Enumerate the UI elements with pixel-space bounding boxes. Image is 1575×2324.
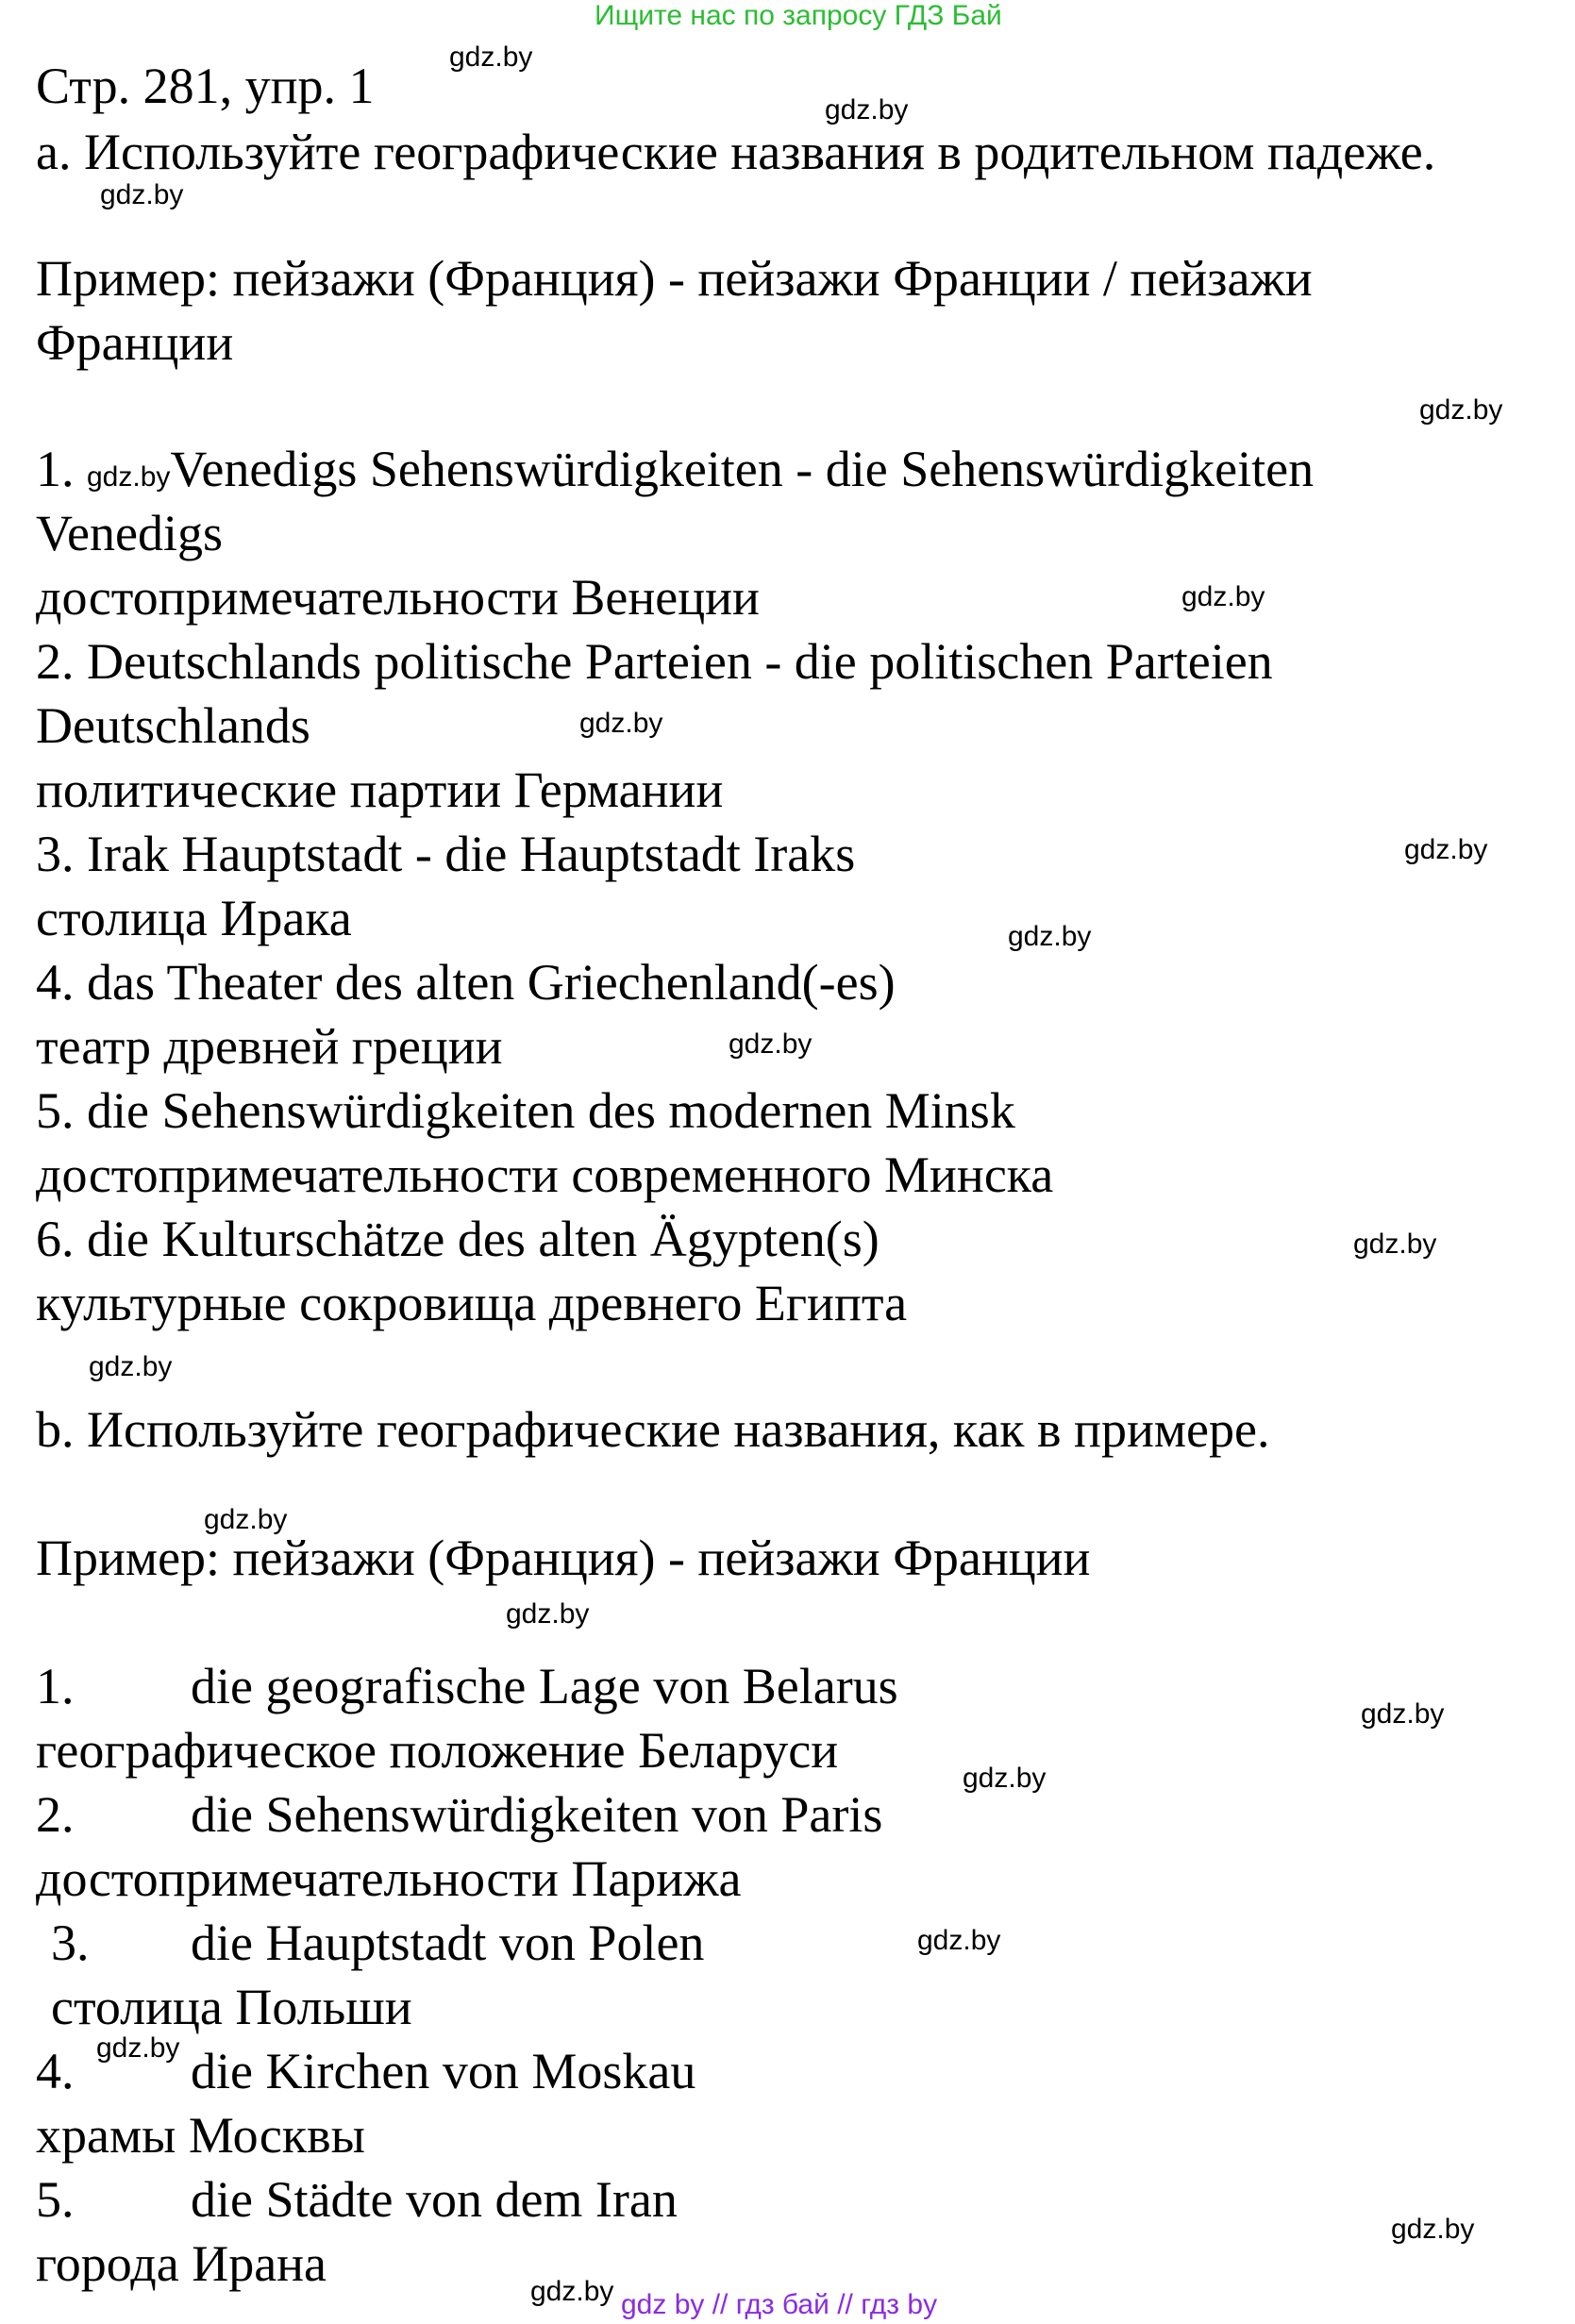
- watermark: gdz.by: [1404, 834, 1488, 865]
- list-item-a1-translation: достопримечательности Венеции: [36, 569, 760, 626]
- part-a-instruction: a. Используйте географические названия в родительном падеже.: [36, 124, 1436, 180]
- watermark: gdz.by: [917, 1925, 1001, 1956]
- watermark: gdz.by: [204, 1504, 288, 1535]
- watermark: gdz.by: [825, 94, 909, 125]
- list-item-a6: 6. die Kulturschätze des alten Ägypten(s): [36, 1211, 880, 1267]
- page-heading: Стр. 281, упр. 1: [36, 58, 375, 114]
- watermark: gdz.by: [530, 2276, 614, 2307]
- watermark: gdz.by: [449, 42, 533, 73]
- watermark: gdz.by: [100, 179, 184, 210]
- part-a-example-cont: Франции: [36, 314, 234, 371]
- footer-links: gdz by // гдз бай // гдз by: [621, 2289, 938, 2320]
- list-item-a5: 5. die Sehenswürdigkeiten des modernen Minsk: [36, 1082, 1015, 1139]
- list-item-b5: 5. die Städte von dem Iran: [36, 2171, 678, 2228]
- list-item-a2-translation: политические партии Германии: [36, 761, 724, 818]
- part-b-instruction: b. Используйте географические названия, как в примере.: [36, 1401, 1270, 1458]
- watermark: gdz.by: [89, 1351, 173, 1382]
- list-item-b4: 4. die Kirchen von Moskau: [36, 2043, 696, 2099]
- watermark: gdz.by: [1419, 394, 1503, 426]
- list-item-b2-translation: достопримечательности Парижа: [36, 1850, 742, 1907]
- watermark: gdz.by: [96, 2032, 180, 2064]
- list-item-b1: 1. die geografische Lage von Belarus: [36, 1658, 898, 1714]
- watermark: gdz.by: [506, 1598, 590, 1630]
- watermark: gdz.by: [1353, 1229, 1437, 1260]
- watermark: gdz.by: [1391, 2214, 1475, 2245]
- watermark: gdz.by: [1181, 581, 1265, 612]
- list-item-a3: 3. Irak Hauptstadt - die Hauptstadt Iraks: [36, 826, 856, 882]
- watermark: gdz.by: [1008, 921, 1092, 952]
- list-item-b3: 3. die Hauptstadt von Polen: [51, 1914, 705, 1971]
- list-item-a1: 1. gdz.byVenedigs Sehenswürdigkeiten - die Sehenswürdigkeiten: [36, 441, 1315, 497]
- watermark: gdz.by: [1361, 1698, 1445, 1730]
- list-item-a1-cont: Venedigs: [36, 505, 223, 561]
- part-b-example: Пример: пейзажи (Франция) - пейзажи Франции: [36, 1530, 1091, 1586]
- watermark-text: gdz.by: [87, 461, 171, 493]
- watermark: gdz.by: [729, 1028, 813, 1060]
- list-item-b5-translation: города Ирана: [36, 2235, 327, 2292]
- list-item-b2: 2. die Sehenswürdigkeiten von Paris: [36, 1786, 883, 1843]
- watermark: gdz.by: [579, 708, 663, 739]
- list-item-a2-cont: Deutschlands: [36, 697, 310, 754]
- list-item-b1-translation: географическое положение Беларуси: [36, 1722, 839, 1779]
- list-item-a5-translation: достопримечательности современного Минска: [36, 1146, 1054, 1203]
- part-a-example: Пример: пейзажи (Франция) - пейзажи Франции / пейзажи: [36, 250, 1313, 307]
- list-item-a3-translation: столица Ирака: [36, 890, 352, 946]
- list-item-b3-translation: столица Польши: [51, 1979, 412, 2035]
- list-item-a4: 4. das Theater des alten Griechenland(-es): [36, 954, 896, 1011]
- list-item-a2: 2. Deutschlands politische Parteien - die politischen Parteien: [36, 633, 1273, 690]
- list-item-a4-translation: театр древней греции: [36, 1018, 503, 1075]
- list-item-a6-translation: культурные сокровища древнего Египта: [36, 1275, 908, 1331]
- watermark: gdz.by: [963, 1763, 1047, 1794]
- list-item-b4-translation: храмы Москвы: [36, 2107, 365, 2164]
- top-banner: Ищите нас по запросу ГДЗ Бай: [595, 0, 1002, 31]
